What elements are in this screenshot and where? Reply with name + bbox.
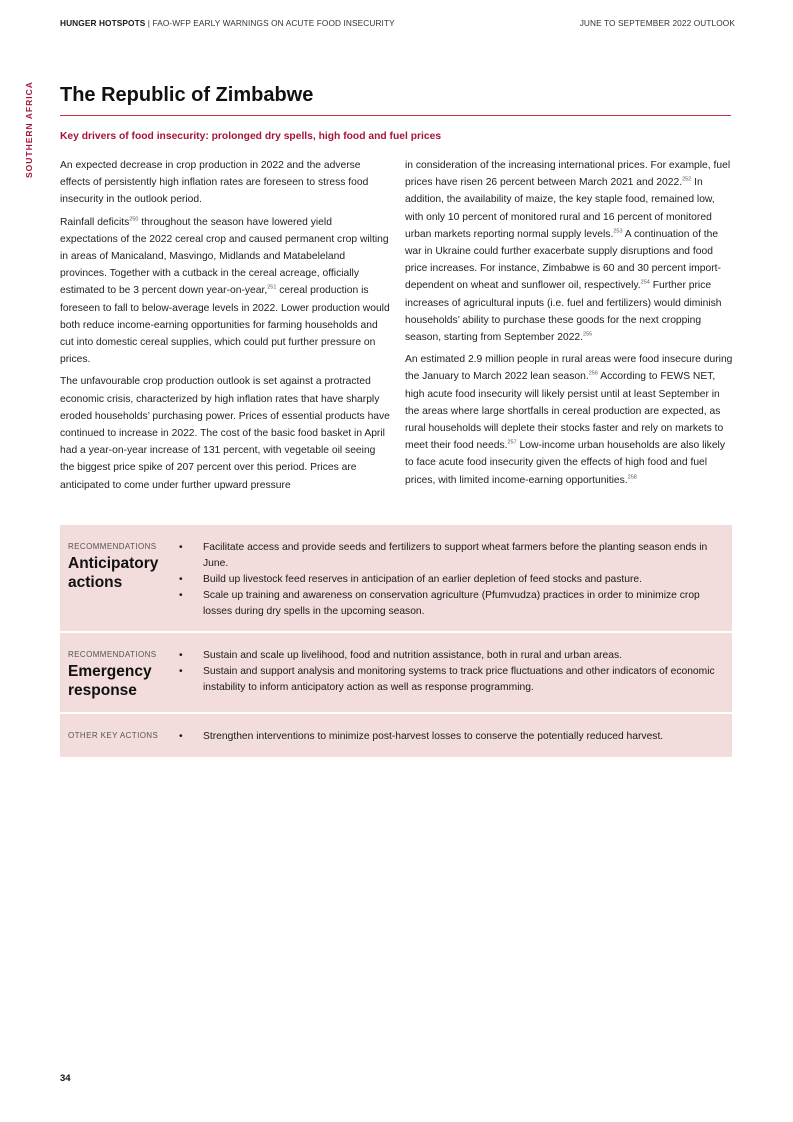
list-item: • Facilitate access and provide seeds and fertilizers to support wheat farmers before the planting season ends in June. <box>179 540 724 572</box>
paragraph: An expected decrease in crop production in 2022 and the adverse effects of persistently high inflation rates are foreseen to stress food insecurity in the outlook period. <box>60 160 369 206</box>
header-subtitle: FAO-WFP EARLY WARNINGS ON ACUTE FOOD INSECURITY <box>152 18 395 28</box>
paragraph: An estimated 2.9 million people in rural areas were food insecure during the January to March 2022 lean season.$^{256}$ According to FEWS NET, high acute food insecurity will likely persist until at least September in the areas where large shortfalls in cereal production are expected, as rural households will deplete their stocks faster and rely on markets to meet their food needs.$^{257}$ Low-income urban households are also likely to face acute food insecurity given the effects of high food and fuel prices, with limited income-earning opportunities.$^{258}$ <box>405 354 733 486</box>
page-number: 34 <box>60 1073 71 1084</box>
paragraph: The unfavourable crop production outlook is set against a protracted economic crisis, characterized by high inflation rates that have sharply eroded households’ purchasing power. Prices of essential products have continued to increase in 2022. The cost of the basic food basket in April had a year-on-year increase of 131 percent, with vegetable oil seeing the biggest price spike of 207 percent over this period. Prices are anticipated to come under further upward pressure <box>60 376 390 491</box>
footnote-ref: 254 <box>640 280 650 286</box>
emergency-response-list <box>179 648 724 696</box>
other-key-actions-panel <box>60 714 732 757</box>
footnote-ref: 256 <box>588 371 598 378</box>
region-side-label: SOUTHERN AFRICA <box>24 81 34 178</box>
anticipatory-actions-list <box>179 540 724 620</box>
other-key-actions-list <box>179 729 724 745</box>
footnote-ref: 257 <box>507 439 517 446</box>
footnote-ref: 253 <box>613 228 623 235</box>
recommendations-label: RECOMMENDATIONS <box>68 650 157 659</box>
page-header <box>60 18 735 30</box>
header-brand: HUNGER HOTSPOTS <box>60 18 146 28</box>
page-title: The Republic of Zimbabwe <box>60 84 314 106</box>
list-item: • Scale up training and awareness on conservation agriculture (Pfumvudza) practices in order to minimize crop losses during dry spells in the upcoming season. <box>179 588 724 620</box>
emergency-response-title: Emergency response <box>68 663 152 699</box>
paragraph: Rainfall deficits$^{250}$ throughout the season have lowered yield expectations of the 2022 cereal crop and caused permanent crop wilting in areas of Manicaland, Masvingo, Midlands and Matabeleland provinces. Together with a cutback in the cereal acreage, officially estimated to be 3 percent down year-on-year,$^{251}$ cereal production is foreseen to fall to below-average levels in 2022. Lower production would both reduce income-earning opportunities for farming households and cut into domestic cereal supplies, which could put further pressure on prices. <box>60 216 390 366</box>
footnote-ref: 252 <box>682 176 692 183</box>
list-item: • Strengthen interventions to minimize post-harvest losses to conserve the potentially reduced harvest. <box>179 729 724 745</box>
header-separator: | <box>145 18 153 28</box>
left-column <box>60 157 390 499</box>
footnote-ref: 251 <box>267 285 277 291</box>
anticipatory-actions-title: Anticipatory actions <box>68 555 159 591</box>
list-item: • Sustain and support analysis and monitoring systems to track price fluctuations and other indicators of economic instability to inform anticipatory action as well as response programming. <box>179 664 724 696</box>
paragraph: in consideration of the increasing international prices. For example, fuel prices have risen 26 percent between March 2021 and 2022.$^{252}$ In addition, the availability of maize, the key staple food, remained low, with only 10 percent of monitored rural and 16 percent of monitored urban markets reporting normal supply levels.$^{253}$ A continuation of the war in Ukraine could further exacerbate supply disruptions and food price increases. For instance, Zimbabwe is 60 and 30 percent import-dependent on wheat and sunflower oil, respectively.$^{254}$ Further price increases of agricultural inputs (i.e. fuel and fertilizers) would diminish households’ ability to purchase these goods for the next cropping season, starting from September 2022.$^{255}$ <box>405 160 731 344</box>
anticipatory-actions-panel <box>60 525 732 631</box>
footnote-ref: 255 <box>583 331 593 338</box>
drivers-heading: Key drivers of food insecurity: prolonged dry spells, high food and fuel prices <box>60 131 442 142</box>
header-outlook: JUNE TO SEPTEMBER 2022 OUTLOOK <box>579 18 735 28</box>
title-divider <box>60 115 731 116</box>
list-item: • Build up livestock feed reserves in anticipation of an earlier depletion of feed stocks and pasture. <box>179 572 724 588</box>
list-item: • Sustain and scale up livelihood, food and nutrition assistance, both in rural and urban areas. <box>179 648 724 664</box>
recommendations-label: RECOMMENDATIONS <box>68 542 157 551</box>
right-column <box>405 157 733 494</box>
footnote-ref: 250 <box>129 216 139 223</box>
header-publication <box>60 18 395 28</box>
emergency-response-panel <box>60 633 732 712</box>
other-key-actions-label: OTHER KEY ACTIONS <box>68 731 159 740</box>
footnote-ref: 258 <box>627 474 637 481</box>
